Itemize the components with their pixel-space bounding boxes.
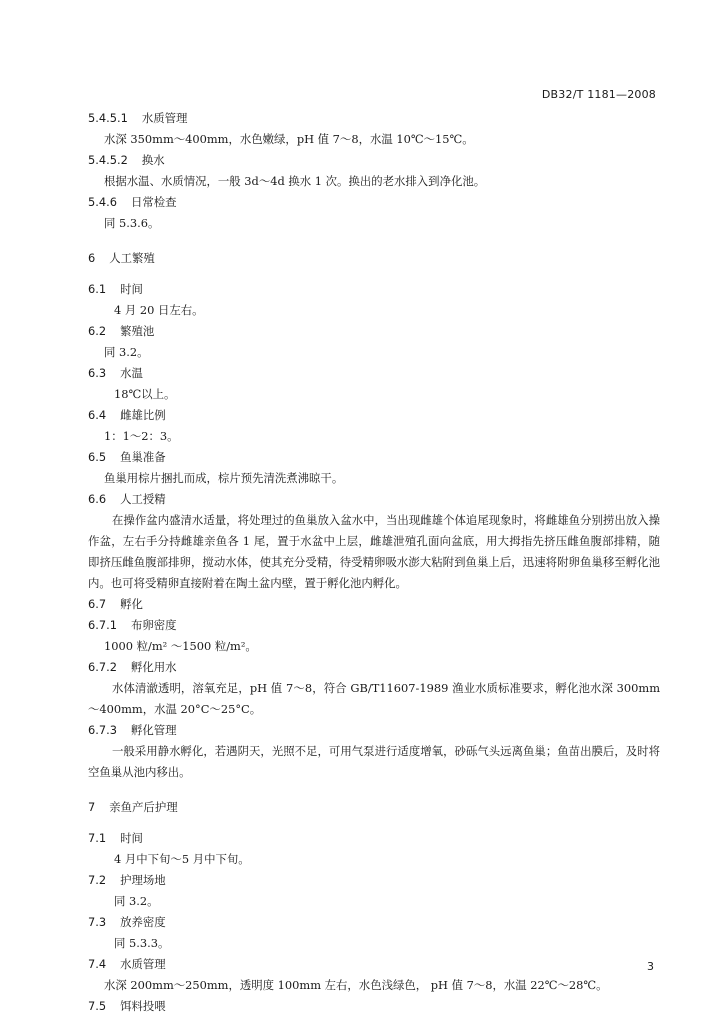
- section-number: 6.3: [88, 366, 107, 380]
- section-title: 鱼巢准备: [120, 450, 166, 464]
- section-number: 6.7.2: [88, 660, 117, 674]
- body-text: 4 月中下旬～5 月中下旬。: [114, 852, 250, 866]
- section-title: 水质管理: [141, 111, 188, 125]
- section-number: 6.7.1: [88, 618, 117, 632]
- section-number: 7.1: [88, 831, 107, 845]
- section-heading: [88, 870, 660, 891]
- body-text: 水深 200mm～250mm，透明度 100mm 左右，水色浅绿色， pH 值 7～8，水温 22℃～28℃。: [104, 978, 608, 992]
- body-text: 鱼巢用棕片捆扎而成，棕片预先清洗煮沸晾干。: [104, 471, 344, 485]
- section-heading: [88, 615, 660, 636]
- section-title: 日常检查: [130, 195, 177, 209]
- section-heading: [88, 108, 660, 129]
- section-number: 7.5: [88, 999, 107, 1013]
- section-title: 人工授精: [120, 492, 166, 506]
- body-text: 同 5.3.6。: [104, 216, 160, 230]
- chapter-heading: [88, 797, 660, 818]
- section-number: 5.4.6: [88, 195, 117, 209]
- standard-code: DB32/T 1181—2008: [541, 88, 656, 101]
- section-title: 时间: [120, 282, 143, 296]
- body-text: 4 月 20 日左右。: [114, 303, 204, 317]
- section-heading: [88, 363, 660, 384]
- body-text: 根据水温、水质情况，一般 3d～4d 换水 1 次。换出的老水排入到净化池。: [104, 174, 486, 188]
- section-number: 7.3: [88, 915, 107, 929]
- section-heading: [88, 954, 660, 975]
- section-title: 换水: [141, 153, 165, 167]
- section-title: 护理场地: [120, 873, 166, 887]
- section-title: 孵化: [120, 597, 143, 611]
- section-heading: [88, 912, 660, 933]
- section-heading: [88, 279, 660, 300]
- section-title: 孵化管理: [130, 723, 177, 737]
- section-heading: [88, 405, 660, 426]
- section-title: 水质管理: [120, 957, 166, 971]
- section-number: 5.4.5.2: [88, 153, 128, 167]
- body-text: 18℃以上。: [114, 387, 176, 401]
- section-title: 亲鱼产后护理: [109, 800, 178, 814]
- section-number: 6.7: [88, 597, 107, 611]
- body-text: 同 5.3.3。: [114, 936, 170, 950]
- section-number: 6.5: [88, 450, 107, 464]
- section-title: 放养密度: [120, 915, 166, 929]
- section-heading: [88, 996, 660, 1017]
- section-number: 6.6: [88, 492, 107, 506]
- section-title: 时间: [120, 831, 143, 845]
- section-heading: [88, 594, 660, 615]
- section-title: 雌雄比例: [120, 408, 166, 422]
- body-paragraph: 一般采用静水孵化，若遇阴天，光照不足，可用气泵进行适度增氧，砂砾气头远离鱼巢；鱼苗出膜后，及时将空鱼巢从池内移出。: [88, 744, 660, 779]
- page-number: 3: [647, 960, 654, 973]
- body-text: 同 3.2。: [114, 894, 159, 908]
- body-text: 水深 350mm～400mm，水色嫩绿，pH 值 7～8，水温 10℃～15℃。: [104, 132, 474, 146]
- section-number: 7.4: [88, 957, 107, 971]
- section-title: 饵料投喂: [120, 999, 166, 1013]
- section-heading: [88, 192, 660, 213]
- section-title: 孵化用水: [130, 660, 177, 674]
- section-heading: [88, 150, 660, 171]
- body-text: 1：1～2：3。: [104, 429, 179, 443]
- section-number: 7.2: [88, 873, 107, 887]
- section-heading: [88, 657, 660, 678]
- body-paragraph: 在操作盆内盛清水适量，将处理过的鱼巢放入盆水中，当出现雌雄个体追尾现象时，将雌雄鱼分别捞出放入操作盆，左右手分持雌雄亲鱼各 1 尾，置于水盆中上层，雌雄泄殖孔面向盆底，用大拇指先挤压雌鱼腹部排精，随即挤压雌鱼腹部排卵，搅动水体，使其充分受精，待受精卵吸水澎大粘附到鱼巢上后，迅速将附卵鱼巢移至孵化池内。也可将受精卵直接附着在陶土盆内壁，置于孵化池内孵化。: [88, 513, 660, 590]
- section-title: 繁殖池: [120, 324, 155, 338]
- section-heading: [88, 489, 660, 510]
- section-heading: [88, 828, 660, 849]
- section-title: 水温: [120, 366, 143, 380]
- section-number: 7: [88, 800, 96, 814]
- section-title: 人工繁殖: [109, 251, 155, 265]
- section-number: 6.2: [88, 324, 107, 338]
- document-body: [88, 108, 660, 1017]
- section-heading: [88, 720, 660, 741]
- body-paragraph: 水体清澈透明，溶氧充足，pH 值 7～8，符合 GB/T11607-1989 渔业水质标准要求，孵化池水深 300mm～400mm，水温 20°C～25°C。: [88, 681, 660, 716]
- section-title: 布卵密度: [130, 618, 177, 632]
- section-heading: [88, 321, 660, 342]
- section-number: 6: [88, 251, 96, 265]
- section-number: 6.7.3: [88, 723, 117, 737]
- section-number: 6.1: [88, 282, 107, 296]
- section-number: 5.4.5.1: [88, 111, 128, 125]
- body-text: 同 3.2。: [104, 345, 149, 359]
- section-number: 6.4: [88, 408, 107, 422]
- body-text: 1000 粒/m² ～1500 粒/m²。: [104, 639, 257, 653]
- chapter-heading: [88, 248, 660, 269]
- section-heading: [88, 447, 660, 468]
